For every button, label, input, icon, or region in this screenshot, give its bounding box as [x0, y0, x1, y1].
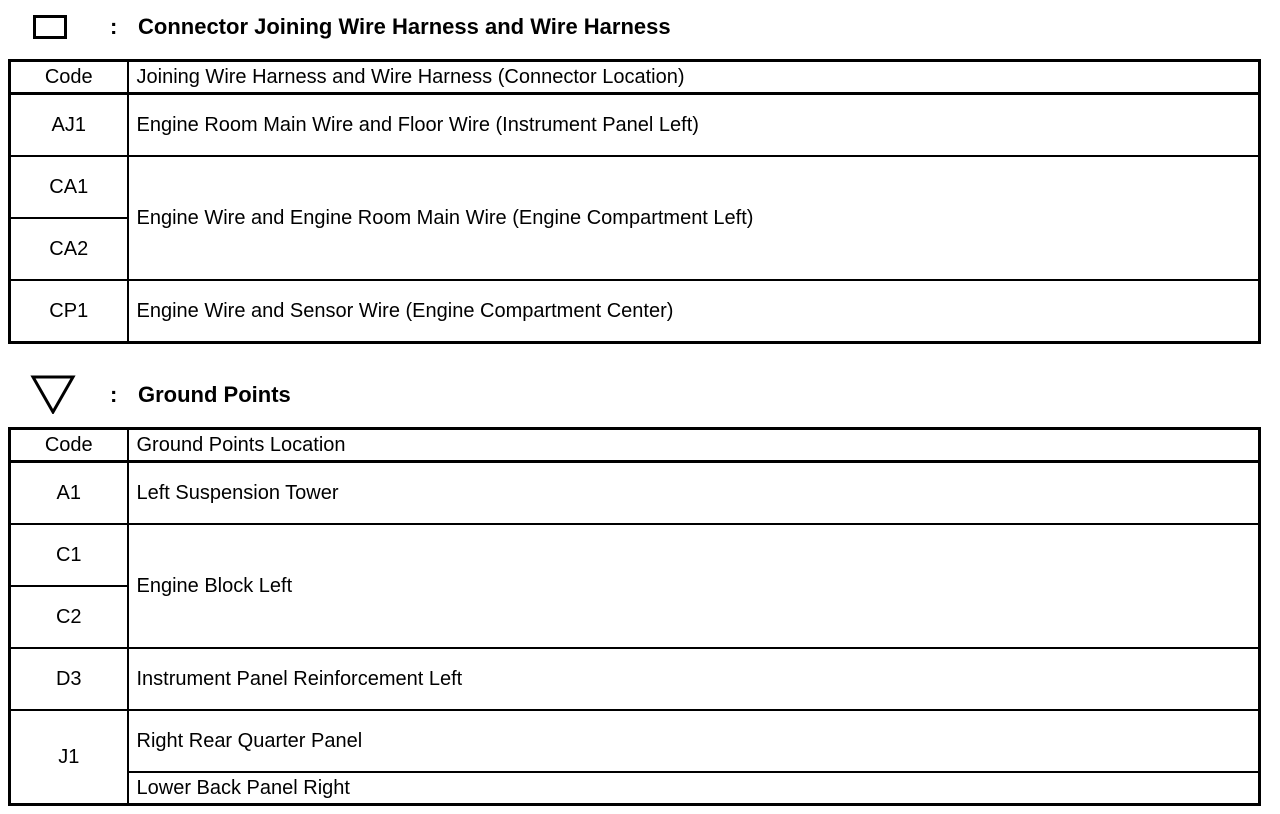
table-row — [10, 94, 1260, 157]
row-description: Engine Room Main Wire and Floor Wire (Instrument Panel Left) — [128, 94, 1260, 157]
table-header-row — [10, 429, 1260, 462]
row-description: Lower Back Panel Right — [128, 772, 1260, 805]
table-header-row — [10, 61, 1260, 94]
section-colon: : — [110, 14, 118, 39]
header-description: Joining Wire Harness and Wire Harness (Connector Location) — [128, 61, 1260, 94]
row-code: CA1 — [10, 156, 128, 218]
row-code: CP1 — [10, 280, 128, 343]
table-row — [10, 710, 1260, 772]
row-description: Instrument Panel Reinforcement Left — [128, 648, 1260, 710]
table-row — [10, 280, 1260, 343]
row-code: A1 — [10, 462, 128, 525]
section-title: Ground Points — [138, 382, 291, 407]
ground-points-table — [8, 427, 1261, 806]
section-ground-header — [0, 370, 1280, 414]
row-code: J1 — [10, 710, 128, 805]
row-description: Engine Block Left — [128, 524, 1260, 648]
header-code: Code — [10, 429, 128, 462]
row-description: Engine Wire and Sensor Wire (Engine Compartment Center) — [128, 280, 1260, 343]
triangle-down-icon — [30, 374, 76, 414]
row-code: C2 — [10, 586, 128, 648]
row-code: AJ1 — [10, 94, 128, 157]
square-icon — [33, 15, 67, 39]
section-title: Connector Joining Wire Harness and Wire Harness — [138, 14, 671, 39]
table-row — [10, 524, 1260, 586]
header-code: Code — [10, 61, 128, 94]
table-row — [10, 772, 1260, 805]
row-description: Engine Wire and Engine Room Main Wire (Engine Compartment Left) — [128, 156, 1260, 280]
table-row — [10, 648, 1260, 710]
connector-table — [8, 59, 1261, 344]
row-code: C1 — [10, 524, 128, 586]
row-description: Left Suspension Tower — [128, 462, 1260, 525]
header-description: Ground Points Location — [128, 429, 1260, 462]
row-code: CA2 — [10, 218, 128, 280]
section-connector-header — [0, 4, 1280, 48]
section-colon: : — [110, 382, 118, 407]
table-row — [10, 462, 1260, 525]
row-code: D3 — [10, 648, 128, 710]
table-row — [10, 156, 1260, 218]
row-description: Right Rear Quarter Panel — [128, 710, 1260, 772]
